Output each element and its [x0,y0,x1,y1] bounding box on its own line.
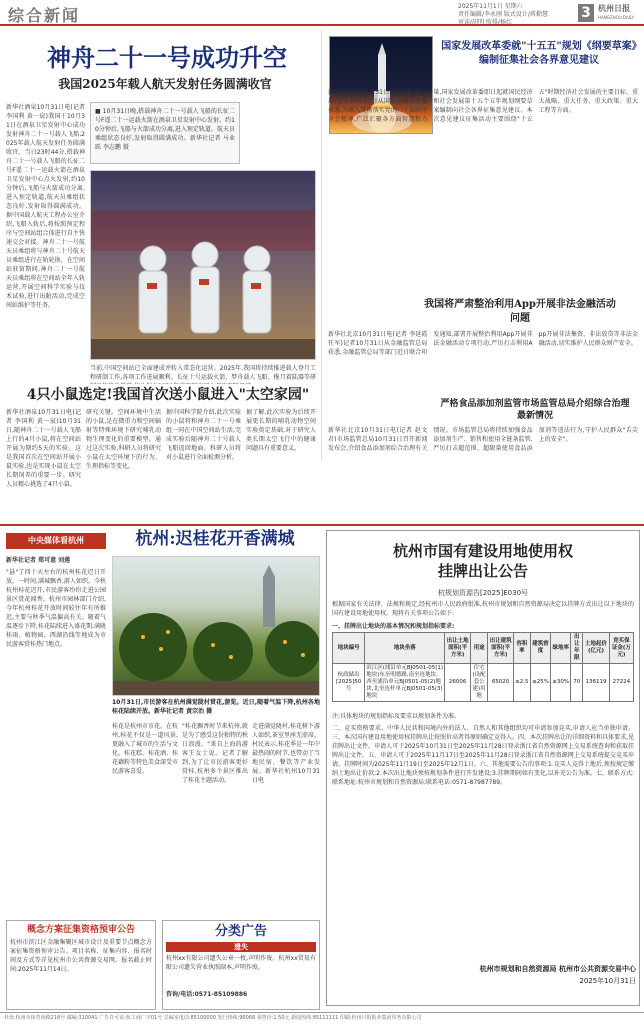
concept-ad-body: 杭州市滨江区金融集聚区城市设计及重要节点概念方案征集资格预审公告。项目名称、征集内容、报名时间及方式等详见杭州市公共资源交易网。报名截止时间:2025年11月14日。 [10,939,152,973]
col-header: 土地起价(亿元) [583,633,609,664]
col-header: 地块编号 [333,633,365,664]
story6-body: "悬"了四十天左右的杭州桂花迟日开放。一时间,满城飘香,游人如织。今秋杭州桂花迟开,市民游客纷纷走进公园景区赏花闻香。杭州市园林部门介绍,今年杭州桂花开放时间较往年有所推迟,主要与秋季气温偏高有关。随着气温逐步下降,桂花陆续进入盛花期,满陇桂雨、植物园、西湖沿线等地成为市民游客赏桂热门地点。 [6,569,106,648]
col-header: 地块坐落 [365,633,445,664]
table-cell: 住宅(设配套公建)用地 [470,664,487,702]
concept-ad [6,920,156,1010]
story2-col2: 研究关键。空间环境中生活的小鼠,是在微重力和空间辐射等特殊环境下研究哺乳动物生理变化的重要模型。通过这次实验,科研人员将研究小鼠在太空环境下的行为、生理指标等变化。 [86,409,161,470]
col-header: 竞买保证金(万元) [609,633,633,664]
story6-col-a: 桂花是杭州市市花。在杭州,桂花不仅是一道风景,更融入了城市的生活与文化。桂花糕、桂花酒、桂花藕粉等特色美食深受市民游客喜爱。 [112,723,178,775]
story1-body-left: 新华社酒泉10月31日电(记者 李国利 黄一宸)我国于10月31日在酒泉卫星发射中心成功发射神舟二十一号载人飞船,2025年载人航天发射任务圆满收官。当日23时44分,搭载神舟二十一号载人飞船的长征二号F遥二十一运载火箭在酒泉卫星发射中心点火发射,约10分钟后,飞船与火箭成功分离,进入预定轨道,航天员乘组状态良好,发射取得圆满成功。据中国载人航天工程办公室介绍,飞船入轨后,将按照预定程序与空间站组合体进行自主快速交会对接。神舟二十一号航天员乘组将与神舟二十号航天员乘组进行在轨轮换。在空间站驻留期间,神舟二十一号航天员乘组将在空间站全年入轨运营,开展空间科学实验与技术试验,进行出舱活动,完成空间站维护等任务。 [6,104,85,309]
table-cell: 65020 [488,664,514,702]
land-table-header [333,633,634,664]
date-line: 2025年11月1日 星期六 [458,3,523,10]
astronaut-photo [90,170,316,360]
story2-col1: 新华社酒泉10月31日电(记者 李国利 黄一宸)10月31日,随神舟二十一号载人飞船上行的4只小鼠,将在空间站开展为期约5天的实验。这是我国首次在空间站开展小鼠实验,也是实现小鼠在太空长期饲养的重要一步。研究人员精心挑选了4只小鼠。 [6,409,81,488]
notice-signer: 杭州市规划和自然资源局 杭州市公共资源交易中心 [479,965,636,973]
osmanthus-photo [112,556,320,696]
page-footer: 社址:杭州市体育场路218号 邮编:310041 广告许可证:杭工商广字01号 总编室电话:85100000 发行热线:96068 零售价:1.50元 新闻热线:85111111 印刷:杭州日报报业集团印务有限公司 [0,1012,644,1024]
notice-date: 2025年10月31日 [579,977,636,985]
story3-body: 新华社北京10月31日电(记者 魏玉坤)记者10月31日从国家发展改革委获悉,为深入贯彻落实党的二十届四中全会精神,广泛汇聚各方面智慧和力量,国家发展改革委即日起就国民经济和社会发展第十五个五年规划纲要草案编制向社会各界征集意见建议。本次意见建议征集活动主要围绕"十五五"时期经济社会发展的主要目标、重大战略、重大任务、重大政策、重大工程等方面。 [328,89,638,123]
col-header: 建筑密度 [530,633,551,664]
table-cell: ≤25% [530,664,551,702]
story1-caption: ■ 10月31日晚,搭载神舟二十一号载人飞船的长征二号F遥二十一运载火箭在酒泉卫星发射中心发射。约10分钟后,飞船与火箭成功分离,进入预定轨道。航天员乘组状态良好,发射取得圆满成功。新华社记者 马业跃 李志鹏 摄 [95,108,235,151]
table-cell: 27224 [609,664,633,702]
story6-headline: 杭州:迟桂花开香满城 [135,529,295,549]
story5-body: 新华社北京10月31日电(记者 赵文君)市场监管总局10月31日召开新闻发布会,介绍食品添加剂综合治理有关情况。市场监管总局将持续加强食品添加剂生产、销售和使用全链条监管,严厉打击超范围、超限量使用食品添加剂等违法行为,守护人民群众"舌尖上的安全"。 [328,427,638,452]
table-cell: 滨江区(浦沿单元BJ0501-05(1)地块)东至明德路,南至连地块,西至浦沿单元BJ0501-05(2)地块,北至连杆单元BJ0501-05(3)地块 [365,664,445,702]
table-cell: ≤2.5 [513,664,530,702]
table-cell: 70 [571,664,583,702]
col-header: 出让建筑面积(平方米) [488,633,514,664]
paper-title: 杭州日报 [598,4,630,13]
section-title: 综合新闻 [8,6,81,25]
notice-title-line2: 挂牌出让公告 [437,562,528,580]
col-header: 出让年限 [571,633,583,664]
col-header: 绿地率 [551,633,571,664]
story6-col-c: 走进满觉陇村,桂花树下游人如织,茶室里座无虚席。村民表示,桂花季是一年中最热闹的时节,也带动了当地民宿、餐饮等产业发展。新华社杭州10月31日电 [252,723,320,784]
page-number: 3 [578,4,594,22]
story4-body: 新华社北京10月31日电(记者 李延霞 任军)记者10月31日从金融监管总局获悉,金融监管总局等部门近日联合印发通知,部署开展整治利用App开展非法金融活动专项行动,严厉打击利用App开展非法集资、非法放贷等非法金融活动,切实维护人民群众财产安全。 [328,331,638,356]
story4-headline: 我国将严肃整治利用App开展非法金融活动问题 [424,299,616,324]
story1-headline: 神舟二十一号成功升空 [47,43,287,72]
osmanthus-illustration [113,557,320,696]
editor-line: 责任编辑/李永刚 版式设计/蒋勤慧 [458,11,548,18]
column-divider [321,30,322,460]
col-header: 容积率 [513,633,530,664]
classified-title: 分类广告 [214,924,267,939]
story2-headline: 4只小鼠选定!我国首次送小鼠进入"太空家园" [26,387,310,403]
classified-ad [162,920,320,1010]
table-cell: 杭政储出[2025]50号 [333,664,365,702]
col-header: 出让土地面积(平方米) [445,633,471,664]
table-row [333,664,634,702]
story1-caption-box [90,102,240,164]
notice-doc-no: 杭规划资源告[2025]E030号 [437,589,529,597]
col-header: 用途 [470,633,487,664]
table-cell: 136119 [583,664,609,702]
notice-section1: 一、挂牌出让地块的基本情况和规划指标要求: [332,623,455,630]
story3-headline: 国家发展改革委就"十五五"规划《纲要草案》编制征集社会各界意见建议 [441,41,637,66]
story2-col3: 据中国科学院介绍,此次实验的小鼠将和神舟二十一号乘组一同在中国空间站生活,完成实验后随神舟二十号载人飞船返回地面。科研人员将对小鼠进行全面检测分析。 [166,409,241,461]
paper-name [598,4,634,22]
banner-label: 中央媒体看杭州 [28,536,84,545]
story1-subhead: 我国2025年载人航天发射任务圆满收官 [58,77,272,91]
classified-sub: 遗失 [166,942,316,952]
paper-subtitle: HANGZHOU DAILY [598,15,634,20]
story5-headline: 严格食品添加剂监管市场监管总局介绍综合治理最新情况 [440,399,630,421]
section-divider [0,524,644,526]
table-cell: 26006 [445,664,471,702]
central-media-banner [6,533,106,549]
land-table [332,632,634,702]
header-meta [458,3,548,27]
story2-col4: 据了解,此次实验为后续开展更长期的哺乳动物空间实验奠定基础,对于研究人类长期太空飞行中的健康问题具有重要意义。 [246,409,316,452]
notice-title-line1: 杭州市国有建设用地使用权 [392,542,573,560]
notice-sections: 二、竞买资格要求。中华人民共和国境内外的法人、自然人和其他组织均可申请参加竞买,申请人应当单独申请。三、本次国有建设用地使用权挂牌出让按照价高者得原则确定竞得人。四、本次挂牌出让的详细资料和具体要求,见挂牌出让文件。申请人可于2025年10月31日至2025年11月28日登录浙江省自然资源网上交易系统查询和获取挂牌出让文件。五、申请人可于2025年11月17日至2025年11月28日登录浙江省自然资源网上交易系统提交竞买申请。挂牌时间为2025年11月19日至2025年12月1日。六、其他需要公告的事项:1.竞买人竞得土地后,须按规定缴纳土地出让价款;2.本次出让地块须按规划条件进行开发建设;3.挂牌期间如有变化,以补充公告为准。七、联系方式:联系地址:杭州市规划和自然资源局;联系电话:0571-87987789。 [332,725,634,786]
notice-note: 注:具体地块的规划指标及要求以规划条件为准。 [332,713,461,720]
classified-body: 杭州xx有限公司遗失公章一枚,声明作废。杭州xx贸易有限公司遗失营业执照副本,声明作废。 [166,955,316,971]
story6-col-b: "桂花飘香时节来杭州,就是为了感受这份独特的秋日浪漫。"来自上海的游客王女士说。记者了解到,为了让市民游客更好赏桂,杭州多个景区推出了桂花主题活动。 [182,723,248,784]
proof-line: 审读/胡明 照排/杨红 [458,19,512,26]
table-cell: ≥30% [551,664,571,702]
story6-byline: 新华社记者 郑可意 刘莲 [6,557,71,564]
classified-contact: 咨询/电话:0571-85109886 [166,991,248,998]
story6-caption: 10月31日,市民游客在杭州满觉陇村赏花,游览。近日,随着气温下降,杭州各地桂花陆续开放。新华社记者 黄宗治 摄 [112,699,320,715]
concept-ad-title: 概念方案征集资格预审公告 [26,925,135,935]
astronaut-illustration [91,171,316,360]
notice-intro: 根据国家有关法律、法规和规定,经杭州市人民政府批准,杭州市规划和自然资源局决定以挂牌方式出让以下地块的国有建设用地使用权。现将有关事项公告如下: [332,601,634,617]
story1-body-right: 当前,中国空间站已全面建成并转入常态化运营。2025年,我国将持续推进载人登月工程研制工作,各项工作进展顺利。长征十号运载火箭、梦舟载人飞船、揽月着陆器等研 [90,365,316,381]
